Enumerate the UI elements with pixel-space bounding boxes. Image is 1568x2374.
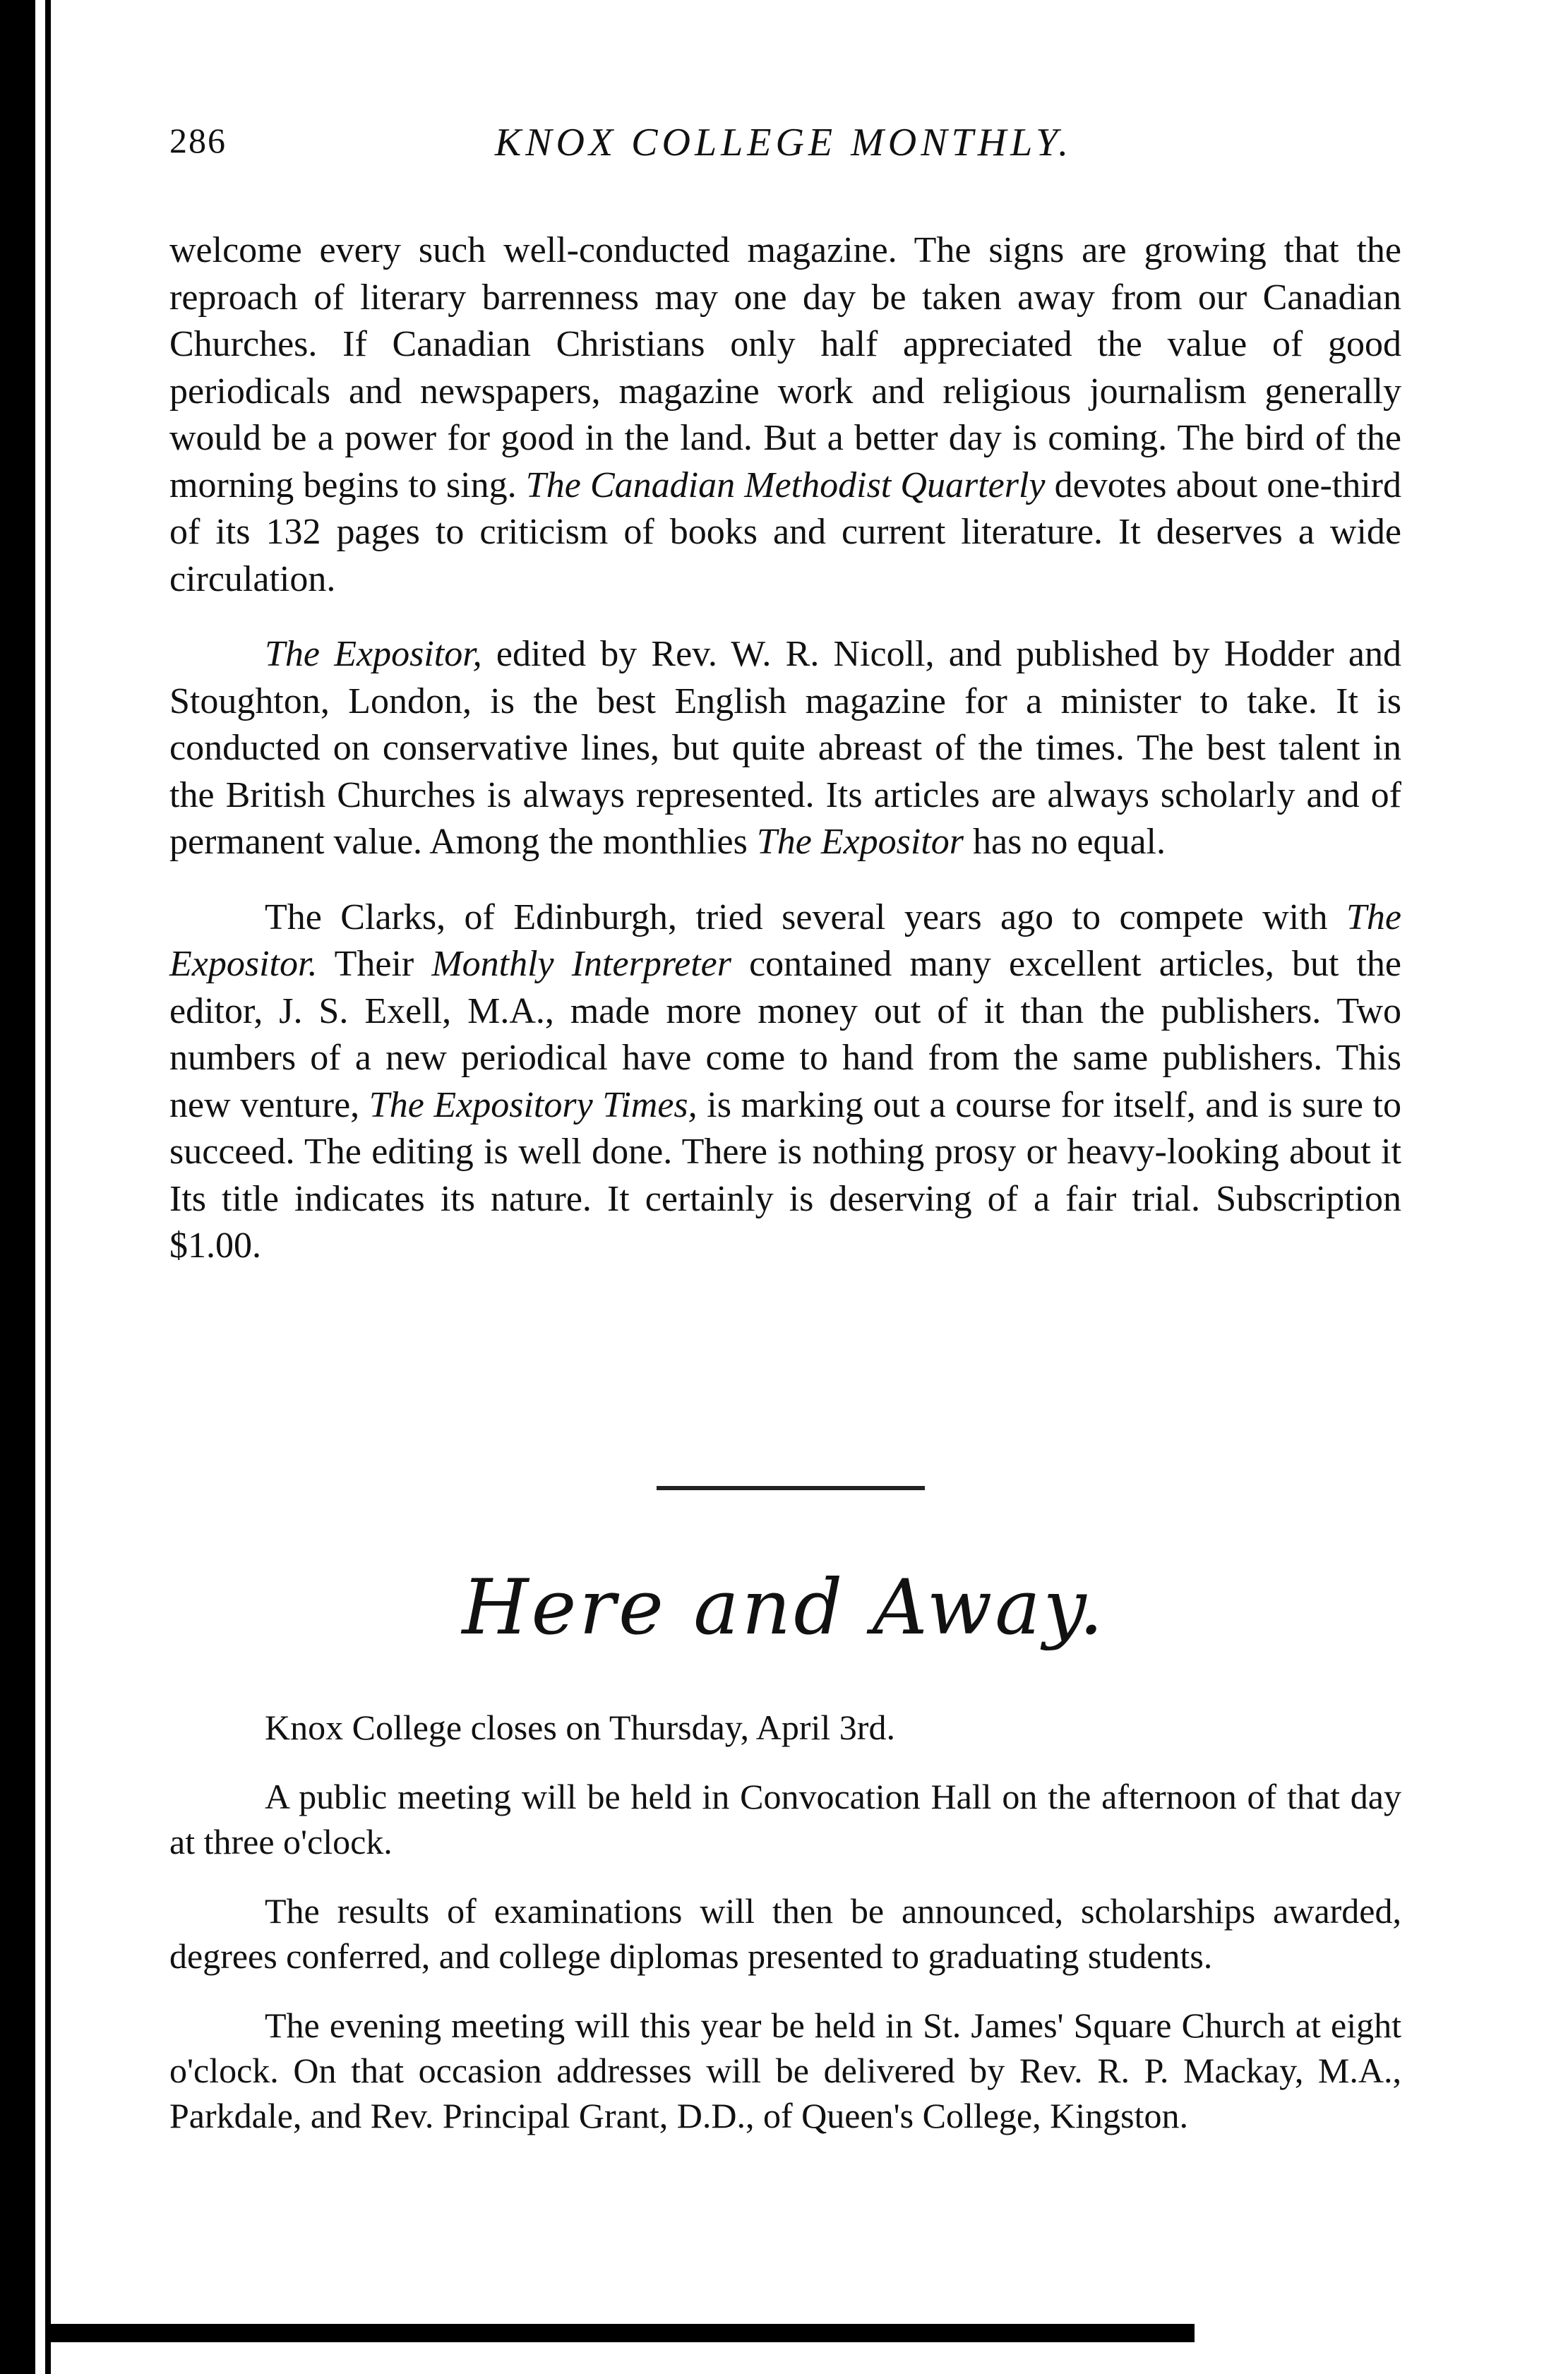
notice: The results of examinations will then be announced, scholarships awarded, degrees conferred, and college diplomas presented to graduating students. bbox=[169, 1891, 1401, 1976]
notice: The evening meeting will this year be held in St. James' Square Church at eight o'clock. On that occasion addresses will be delivered by Rev. R. P. Mackay, M.A., Parkdale, and Rev. Principal Grant, D.D., of Queen's College, Kingston. bbox=[169, 2006, 1401, 2135]
article-body bbox=[169, 227, 1401, 1270]
section-heading: Here and Away. bbox=[462, 1564, 1106, 1652]
periodical-title: The Expositor, bbox=[265, 634, 482, 674]
binding-edge bbox=[0, 0, 35, 2374]
scan-edge-bar bbox=[51, 2324, 1195, 2342]
paragraph: The Expositor, edited by Rev. W. R. Nicoll, and published by Hodder and Stoughton, London, is the best English magazine for a minister to take. It is conducted on conservative lines, but quite abreast of the times. The best talent in the British Churches is always represented. Its articles are always scholarly and of permanent value. Among the monthlies The Expositor has no equal. bbox=[169, 634, 1402, 862]
periodical-title: The Expository Times, bbox=[369, 1084, 698, 1125]
periodical-title: Monthly Interpreter bbox=[431, 944, 731, 984]
running-title: KNOX COLLEGE MONTHLY. bbox=[494, 121, 1073, 164]
binding-gap bbox=[35, 0, 45, 2374]
binding-line bbox=[45, 0, 51, 2374]
page-number: 286 bbox=[169, 121, 227, 160]
notice: A public meeting will be held in Convocation Hall on the afternoon of that day at three o'clock. bbox=[169, 1777, 1401, 1862]
periodical-title: The Canadian Methodist Quarterly bbox=[525, 464, 1046, 505]
paragraph: welcome every such well-conducted magazine. The signs are growing that the reproach of literary barrenness may one day be taken away from our Canadian Churches. If Canadian Christians only half appreciated the value of good periodicals and newspapers, magazine work and religious journalism generally would be a power for good in the land. But a better day is coming. The bird of the morning begins to sing. The Canadian Methodist Quarterly devotes about one-third of its 132 pages to criticism of books and current literature. It deserves a wide circulation. bbox=[169, 230, 1401, 599]
periodical-title: The Expositor. bbox=[169, 897, 1401, 984]
page-header bbox=[169, 120, 1398, 176]
periodical-title: The Expositor bbox=[756, 822, 964, 862]
paragraph: The Clarks, of Edinburgh, tried several years ago to compete with The Expositor. Their Monthly Interpreter contained many excellent articles, but the editor, J. S. Exell, M.A., made more money out of it than the publishers. Two numbers of a new periodical have come to hand from the same publishers. This new venture, The Expository Times, is marking out a course for itself, and is sure to succeed. The editing is well done. There is nothing prosy or heavy-looking about it Its title indicates its nature. It certainly is deserving of a fair trial. Subscription $1.00. bbox=[169, 897, 1402, 1266]
notice: Knox College closes on Thursday, April 3rd. bbox=[265, 1708, 895, 1747]
notices bbox=[169, 1705, 1401, 2138]
section-divider bbox=[657, 1486, 925, 1490]
